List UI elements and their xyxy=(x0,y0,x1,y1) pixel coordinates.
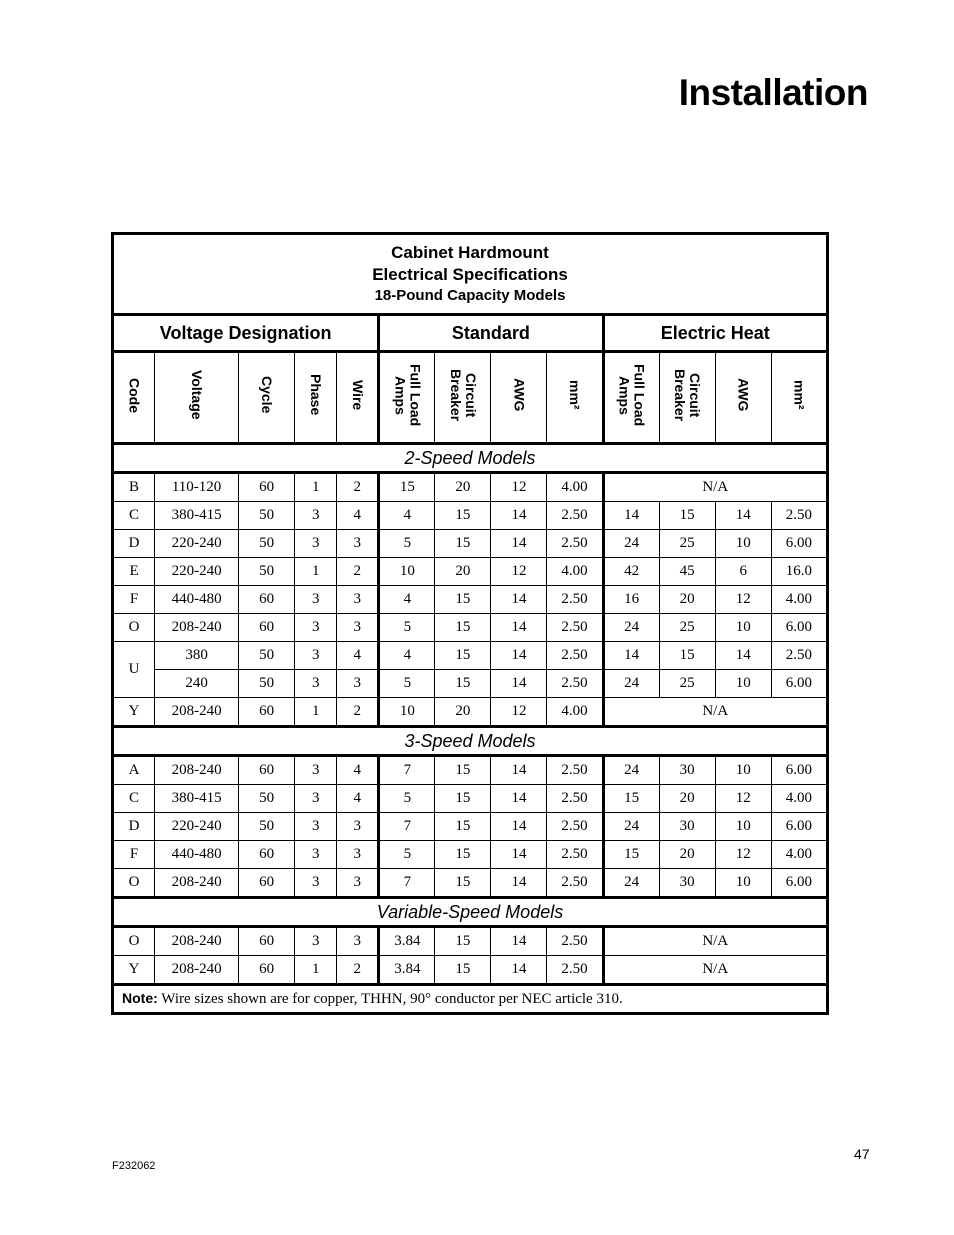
table-row xyxy=(113,869,828,898)
cell-cycle: 60 xyxy=(239,698,295,727)
cell-not-applicable: N/A xyxy=(603,473,827,502)
cell-std-awg: 14 xyxy=(491,927,547,956)
cell-voltage: 208-240 xyxy=(155,927,239,956)
cell-code: E xyxy=(113,558,155,586)
cell-heat-mm2: 6.00 xyxy=(771,869,827,898)
cell-phase: 3 xyxy=(295,530,337,558)
table-title-line3: 18-Pound Capacity Models xyxy=(374,287,566,304)
group-header-standard: Standard xyxy=(379,315,603,352)
column-header-heat-mm2 xyxy=(771,352,827,444)
column-header-label: Wire xyxy=(349,379,366,411)
section-header: Variable-Speed Models xyxy=(113,898,828,927)
cell-cycle: 60 xyxy=(239,869,295,898)
cell-heat-full-load-amps: 15 xyxy=(603,785,659,813)
cell-std-circuit-breaker: 15 xyxy=(435,756,491,785)
cell-heat-circuit-breaker: 15 xyxy=(659,502,715,530)
table-row xyxy=(113,473,828,502)
table-row xyxy=(113,530,828,558)
cell-std-awg: 14 xyxy=(491,956,547,985)
cell-wire: 2 xyxy=(337,956,379,985)
cell-heat-full-load-amps: 16 xyxy=(603,586,659,614)
cell-std-full-load-amps: 3.84 xyxy=(379,927,435,956)
cell-std-circuit-breaker: 15 xyxy=(435,956,491,985)
table-row xyxy=(113,642,828,670)
cell-std-circuit-breaker: 15 xyxy=(435,586,491,614)
cell-voltage: 208-240 xyxy=(155,869,239,898)
cell-std-full-load-amps: 10 xyxy=(379,698,435,727)
cell-std-full-load-amps: 5 xyxy=(379,614,435,642)
cell-std-mm2: 4.00 xyxy=(547,558,603,586)
cell-not-applicable: N/A xyxy=(603,698,827,727)
table-row xyxy=(113,813,828,841)
cell-code: D xyxy=(113,813,155,841)
cell-std-circuit-breaker: 15 xyxy=(435,841,491,869)
column-header-heat-full-load-amps xyxy=(603,352,659,444)
cell-wire: 4 xyxy=(337,642,379,670)
cell-voltage: 220-240 xyxy=(155,530,239,558)
table-row xyxy=(113,614,828,642)
cell-wire: 2 xyxy=(337,558,379,586)
cell-voltage: 380-415 xyxy=(155,785,239,813)
cell-std-circuit-breaker: 20 xyxy=(435,698,491,727)
cell-phase: 1 xyxy=(295,956,337,985)
cell-heat-awg: 10 xyxy=(715,530,771,558)
cell-wire: 2 xyxy=(337,698,379,727)
cell-std-full-load-amps: 15 xyxy=(379,473,435,502)
cell-phase: 3 xyxy=(295,756,337,785)
table-row xyxy=(113,586,828,614)
cell-heat-full-load-amps: 14 xyxy=(603,502,659,530)
cell-wire: 4 xyxy=(337,785,379,813)
cell-std-full-load-amps: 5 xyxy=(379,841,435,869)
column-header-heat-circuit-breaker xyxy=(659,352,715,444)
cell-heat-mm2: 6.00 xyxy=(771,813,827,841)
column-header-label: Circuit Breaker xyxy=(447,368,479,422)
cell-voltage: 440-480 xyxy=(155,841,239,869)
cell-cycle: 60 xyxy=(239,614,295,642)
column-header-label: Full Load Amps xyxy=(616,363,648,427)
cell-cycle: 50 xyxy=(239,785,295,813)
cell-wire: 3 xyxy=(337,927,379,956)
cell-std-mm2: 4.00 xyxy=(547,698,603,727)
cell-phase: 3 xyxy=(295,785,337,813)
cell-std-mm2: 2.50 xyxy=(547,785,603,813)
cell-std-full-load-amps: 5 xyxy=(379,670,435,698)
cell-cycle: 60 xyxy=(239,473,295,502)
cell-std-awg: 14 xyxy=(491,586,547,614)
cell-heat-mm2: 4.00 xyxy=(771,785,827,813)
cell-cycle: 50 xyxy=(239,670,295,698)
electrical-spec-table xyxy=(111,232,829,1015)
cell-heat-circuit-breaker: 25 xyxy=(659,530,715,558)
cell-std-mm2: 2.50 xyxy=(547,813,603,841)
table-row xyxy=(113,785,828,813)
cell-heat-mm2: 16.0 xyxy=(771,558,827,586)
cell-std-awg: 14 xyxy=(491,756,547,785)
page-title: Installation xyxy=(678,72,868,113)
cell-heat-mm2: 6.00 xyxy=(771,614,827,642)
table-row xyxy=(113,841,828,869)
cell-std-circuit-breaker: 20 xyxy=(435,558,491,586)
cell-voltage: 208-240 xyxy=(155,756,239,785)
cell-cycle: 60 xyxy=(239,756,295,785)
cell-wire: 3 xyxy=(337,586,379,614)
column-header-heat-awg xyxy=(715,352,771,444)
cell-heat-full-load-amps: 14 xyxy=(603,642,659,670)
column-header-cycle xyxy=(239,352,295,444)
group-header-electric-heat: Electric Heat xyxy=(603,315,827,352)
cell-std-mm2: 2.50 xyxy=(547,642,603,670)
cell-heat-awg: 12 xyxy=(715,841,771,869)
cell-std-awg: 14 xyxy=(491,869,547,898)
cell-std-full-load-amps: 5 xyxy=(379,785,435,813)
cell-phase: 3 xyxy=(295,670,337,698)
section-header: 3-Speed Models xyxy=(113,727,828,756)
cell-heat-full-load-amps: 24 xyxy=(603,614,659,642)
cell-std-mm2: 2.50 xyxy=(547,670,603,698)
cell-voltage: 440-480 xyxy=(155,586,239,614)
cell-std-circuit-breaker: 15 xyxy=(435,502,491,530)
column-header-std-full-load-amps xyxy=(379,352,435,444)
cell-phase: 3 xyxy=(295,502,337,530)
cell-heat-circuit-breaker: 30 xyxy=(659,813,715,841)
cell-std-full-load-amps: 5 xyxy=(379,530,435,558)
cell-code: O xyxy=(113,927,155,956)
cell-cycle: 60 xyxy=(239,841,295,869)
cell-std-circuit-breaker: 15 xyxy=(435,670,491,698)
table-row xyxy=(113,927,828,956)
cell-code: B xyxy=(113,473,155,502)
column-header-label: Voltage xyxy=(189,370,206,420)
cell-code: Y xyxy=(113,956,155,985)
table-row xyxy=(113,558,828,586)
cell-not-applicable: N/A xyxy=(603,927,827,956)
cell-code: U xyxy=(113,642,155,698)
cell-heat-awg: 12 xyxy=(715,785,771,813)
cell-std-awg: 12 xyxy=(491,558,547,586)
cell-heat-awg: 10 xyxy=(715,813,771,841)
cell-voltage: 208-240 xyxy=(155,698,239,727)
cell-phase: 3 xyxy=(295,642,337,670)
cell-heat-mm2: 2.50 xyxy=(771,642,827,670)
cell-code: O xyxy=(113,869,155,898)
cell-heat-awg: 14 xyxy=(715,502,771,530)
cell-heat-circuit-breaker: 15 xyxy=(659,642,715,670)
cell-cycle: 50 xyxy=(239,558,295,586)
page-number: 47 xyxy=(854,1146,870,1162)
cell-std-full-load-amps: 4 xyxy=(379,502,435,530)
cell-phase: 3 xyxy=(295,586,337,614)
cell-std-awg: 14 xyxy=(491,813,547,841)
cell-cycle: 60 xyxy=(239,586,295,614)
cell-voltage: 240 xyxy=(155,670,239,698)
cell-heat-awg: 10 xyxy=(715,614,771,642)
cell-heat-full-load-amps: 24 xyxy=(603,756,659,785)
cell-voltage: 380-415 xyxy=(155,502,239,530)
cell-code: C xyxy=(113,502,155,530)
column-header-label: Cycle xyxy=(259,376,276,414)
cell-heat-awg: 14 xyxy=(715,642,771,670)
cell-std-circuit-breaker: 15 xyxy=(435,869,491,898)
column-header-std-awg xyxy=(491,352,547,444)
column-header-wire xyxy=(337,352,379,444)
cell-heat-full-load-amps: 24 xyxy=(603,530,659,558)
cell-heat-circuit-breaker: 45 xyxy=(659,558,715,586)
cell-voltage: 220-240 xyxy=(155,813,239,841)
cell-heat-full-load-amps: 24 xyxy=(603,813,659,841)
cell-std-mm2: 2.50 xyxy=(547,614,603,642)
table-title-line2: Electrical Specifications xyxy=(372,265,568,284)
cell-std-mm2: 2.50 xyxy=(547,756,603,785)
cell-std-awg: 12 xyxy=(491,698,547,727)
cell-heat-mm2: 6.00 xyxy=(771,756,827,785)
cell-std-awg: 14 xyxy=(491,642,547,670)
cell-heat-mm2: 4.00 xyxy=(771,841,827,869)
cell-std-mm2: 2.50 xyxy=(547,586,603,614)
cell-heat-awg: 10 xyxy=(715,756,771,785)
cell-heat-circuit-breaker: 25 xyxy=(659,670,715,698)
cell-std-full-load-amps: 7 xyxy=(379,756,435,785)
table-row xyxy=(113,698,828,727)
cell-voltage: 208-240 xyxy=(155,614,239,642)
cell-phase: 3 xyxy=(295,614,337,642)
table-title-line1: Cabinet Hardmount xyxy=(391,243,549,262)
column-header-label: AWG xyxy=(735,378,752,412)
cell-voltage: 208-240 xyxy=(155,956,239,985)
cell-std-circuit-breaker: 15 xyxy=(435,530,491,558)
cell-phase: 1 xyxy=(295,558,337,586)
cell-heat-mm2: 4.00 xyxy=(771,586,827,614)
table-row xyxy=(113,670,828,698)
cell-std-awg: 14 xyxy=(491,530,547,558)
cell-code: O xyxy=(113,614,155,642)
cell-phase: 3 xyxy=(295,813,337,841)
cell-code: F xyxy=(113,841,155,869)
cell-std-full-load-amps: 3.84 xyxy=(379,956,435,985)
cell-heat-full-load-amps: 24 xyxy=(603,869,659,898)
cell-std-full-load-amps: 10 xyxy=(379,558,435,586)
cell-code: A xyxy=(113,756,155,785)
cell-phase: 1 xyxy=(295,473,337,502)
cell-heat-full-load-amps: 15 xyxy=(603,841,659,869)
note-label: Note: xyxy=(122,990,158,1006)
table-row xyxy=(113,956,828,985)
cell-std-awg: 14 xyxy=(491,502,547,530)
cell-std-circuit-breaker: 15 xyxy=(435,785,491,813)
cell-heat-awg: 10 xyxy=(715,670,771,698)
cell-wire: 3 xyxy=(337,614,379,642)
table-note xyxy=(113,985,828,1014)
column-header-phase xyxy=(295,352,337,444)
cell-code: Y xyxy=(113,698,155,727)
cell-phase: 1 xyxy=(295,698,337,727)
cell-std-full-load-amps: 4 xyxy=(379,642,435,670)
cell-heat-circuit-breaker: 20 xyxy=(659,841,715,869)
document-code: F232062 xyxy=(112,1160,156,1172)
cell-std-mm2: 2.50 xyxy=(547,502,603,530)
cell-heat-mm2: 6.00 xyxy=(771,530,827,558)
table-row xyxy=(113,502,828,530)
cell-phase: 3 xyxy=(295,841,337,869)
column-header-code xyxy=(113,352,155,444)
cell-wire: 4 xyxy=(337,502,379,530)
column-header-std-mm2 xyxy=(547,352,603,444)
cell-cycle: 60 xyxy=(239,956,295,985)
cell-code: C xyxy=(113,785,155,813)
column-header-label: AWG xyxy=(511,378,528,412)
cell-not-applicable: N/A xyxy=(603,956,827,985)
cell-std-awg: 14 xyxy=(491,614,547,642)
group-header-voltage-designation: Voltage Designation xyxy=(113,315,379,352)
cell-heat-circuit-breaker: 25 xyxy=(659,614,715,642)
cell-heat-full-load-amps: 42 xyxy=(603,558,659,586)
column-header-voltage xyxy=(155,352,239,444)
column-header-label: Code xyxy=(126,377,143,413)
cell-wire: 2 xyxy=(337,473,379,502)
cell-wire: 3 xyxy=(337,813,379,841)
column-header-label: mm² xyxy=(791,380,808,410)
column-header-label: Phase xyxy=(308,374,325,416)
cell-cycle: 60 xyxy=(239,927,295,956)
cell-heat-mm2: 2.50 xyxy=(771,502,827,530)
cell-std-mm2: 2.50 xyxy=(547,956,603,985)
cell-std-full-load-amps: 7 xyxy=(379,813,435,841)
cell-wire: 3 xyxy=(337,670,379,698)
cell-std-circuit-breaker: 15 xyxy=(435,927,491,956)
note-text: Wire sizes shown are for copper, THHN, 90° conductor per NEC article 310. xyxy=(157,991,623,1007)
cell-cycle: 50 xyxy=(239,813,295,841)
cell-wire: 3 xyxy=(337,841,379,869)
cell-voltage: 380 xyxy=(155,642,239,670)
section-header: 2-Speed Models xyxy=(113,444,828,473)
table-row xyxy=(113,756,828,785)
cell-cycle: 50 xyxy=(239,502,295,530)
cell-std-mm2: 2.50 xyxy=(547,841,603,869)
cell-wire: 3 xyxy=(337,869,379,898)
cell-std-circuit-breaker: 15 xyxy=(435,614,491,642)
cell-std-mm2: 2.50 xyxy=(547,869,603,898)
cell-std-awg: 14 xyxy=(491,785,547,813)
cell-std-mm2: 2.50 xyxy=(547,530,603,558)
cell-std-mm2: 4.00 xyxy=(547,473,603,502)
cell-phase: 3 xyxy=(295,869,337,898)
cell-heat-awg: 6 xyxy=(715,558,771,586)
cell-std-full-load-amps: 4 xyxy=(379,586,435,614)
cell-cycle: 50 xyxy=(239,642,295,670)
cell-heat-circuit-breaker: 30 xyxy=(659,869,715,898)
table-title xyxy=(113,234,828,315)
cell-heat-awg: 12 xyxy=(715,586,771,614)
cell-std-awg: 14 xyxy=(491,841,547,869)
cell-cycle: 50 xyxy=(239,530,295,558)
cell-voltage: 110-120 xyxy=(155,473,239,502)
cell-std-awg: 12 xyxy=(491,473,547,502)
column-header-label: mm² xyxy=(567,380,584,410)
cell-phase: 3 xyxy=(295,927,337,956)
cell-std-circuit-breaker: 15 xyxy=(435,642,491,670)
cell-std-mm2: 2.50 xyxy=(547,927,603,956)
cell-code: D xyxy=(113,530,155,558)
cell-heat-mm2: 6.00 xyxy=(771,670,827,698)
cell-wire: 4 xyxy=(337,756,379,785)
cell-heat-circuit-breaker: 20 xyxy=(659,586,715,614)
column-header-label: Circuit Breaker xyxy=(672,368,704,422)
cell-wire: 3 xyxy=(337,530,379,558)
cell-heat-circuit-breaker: 30 xyxy=(659,756,715,785)
cell-heat-circuit-breaker: 20 xyxy=(659,785,715,813)
column-header-label: Full Load Amps xyxy=(392,363,424,427)
cell-std-awg: 14 xyxy=(491,670,547,698)
cell-std-circuit-breaker: 15 xyxy=(435,813,491,841)
cell-std-circuit-breaker: 20 xyxy=(435,473,491,502)
column-header-std-circuit-breaker xyxy=(435,352,491,444)
cell-heat-full-load-amps: 24 xyxy=(603,670,659,698)
cell-code: F xyxy=(113,586,155,614)
cell-std-full-load-amps: 7 xyxy=(379,869,435,898)
cell-voltage: 220-240 xyxy=(155,558,239,586)
cell-heat-awg: 10 xyxy=(715,869,771,898)
